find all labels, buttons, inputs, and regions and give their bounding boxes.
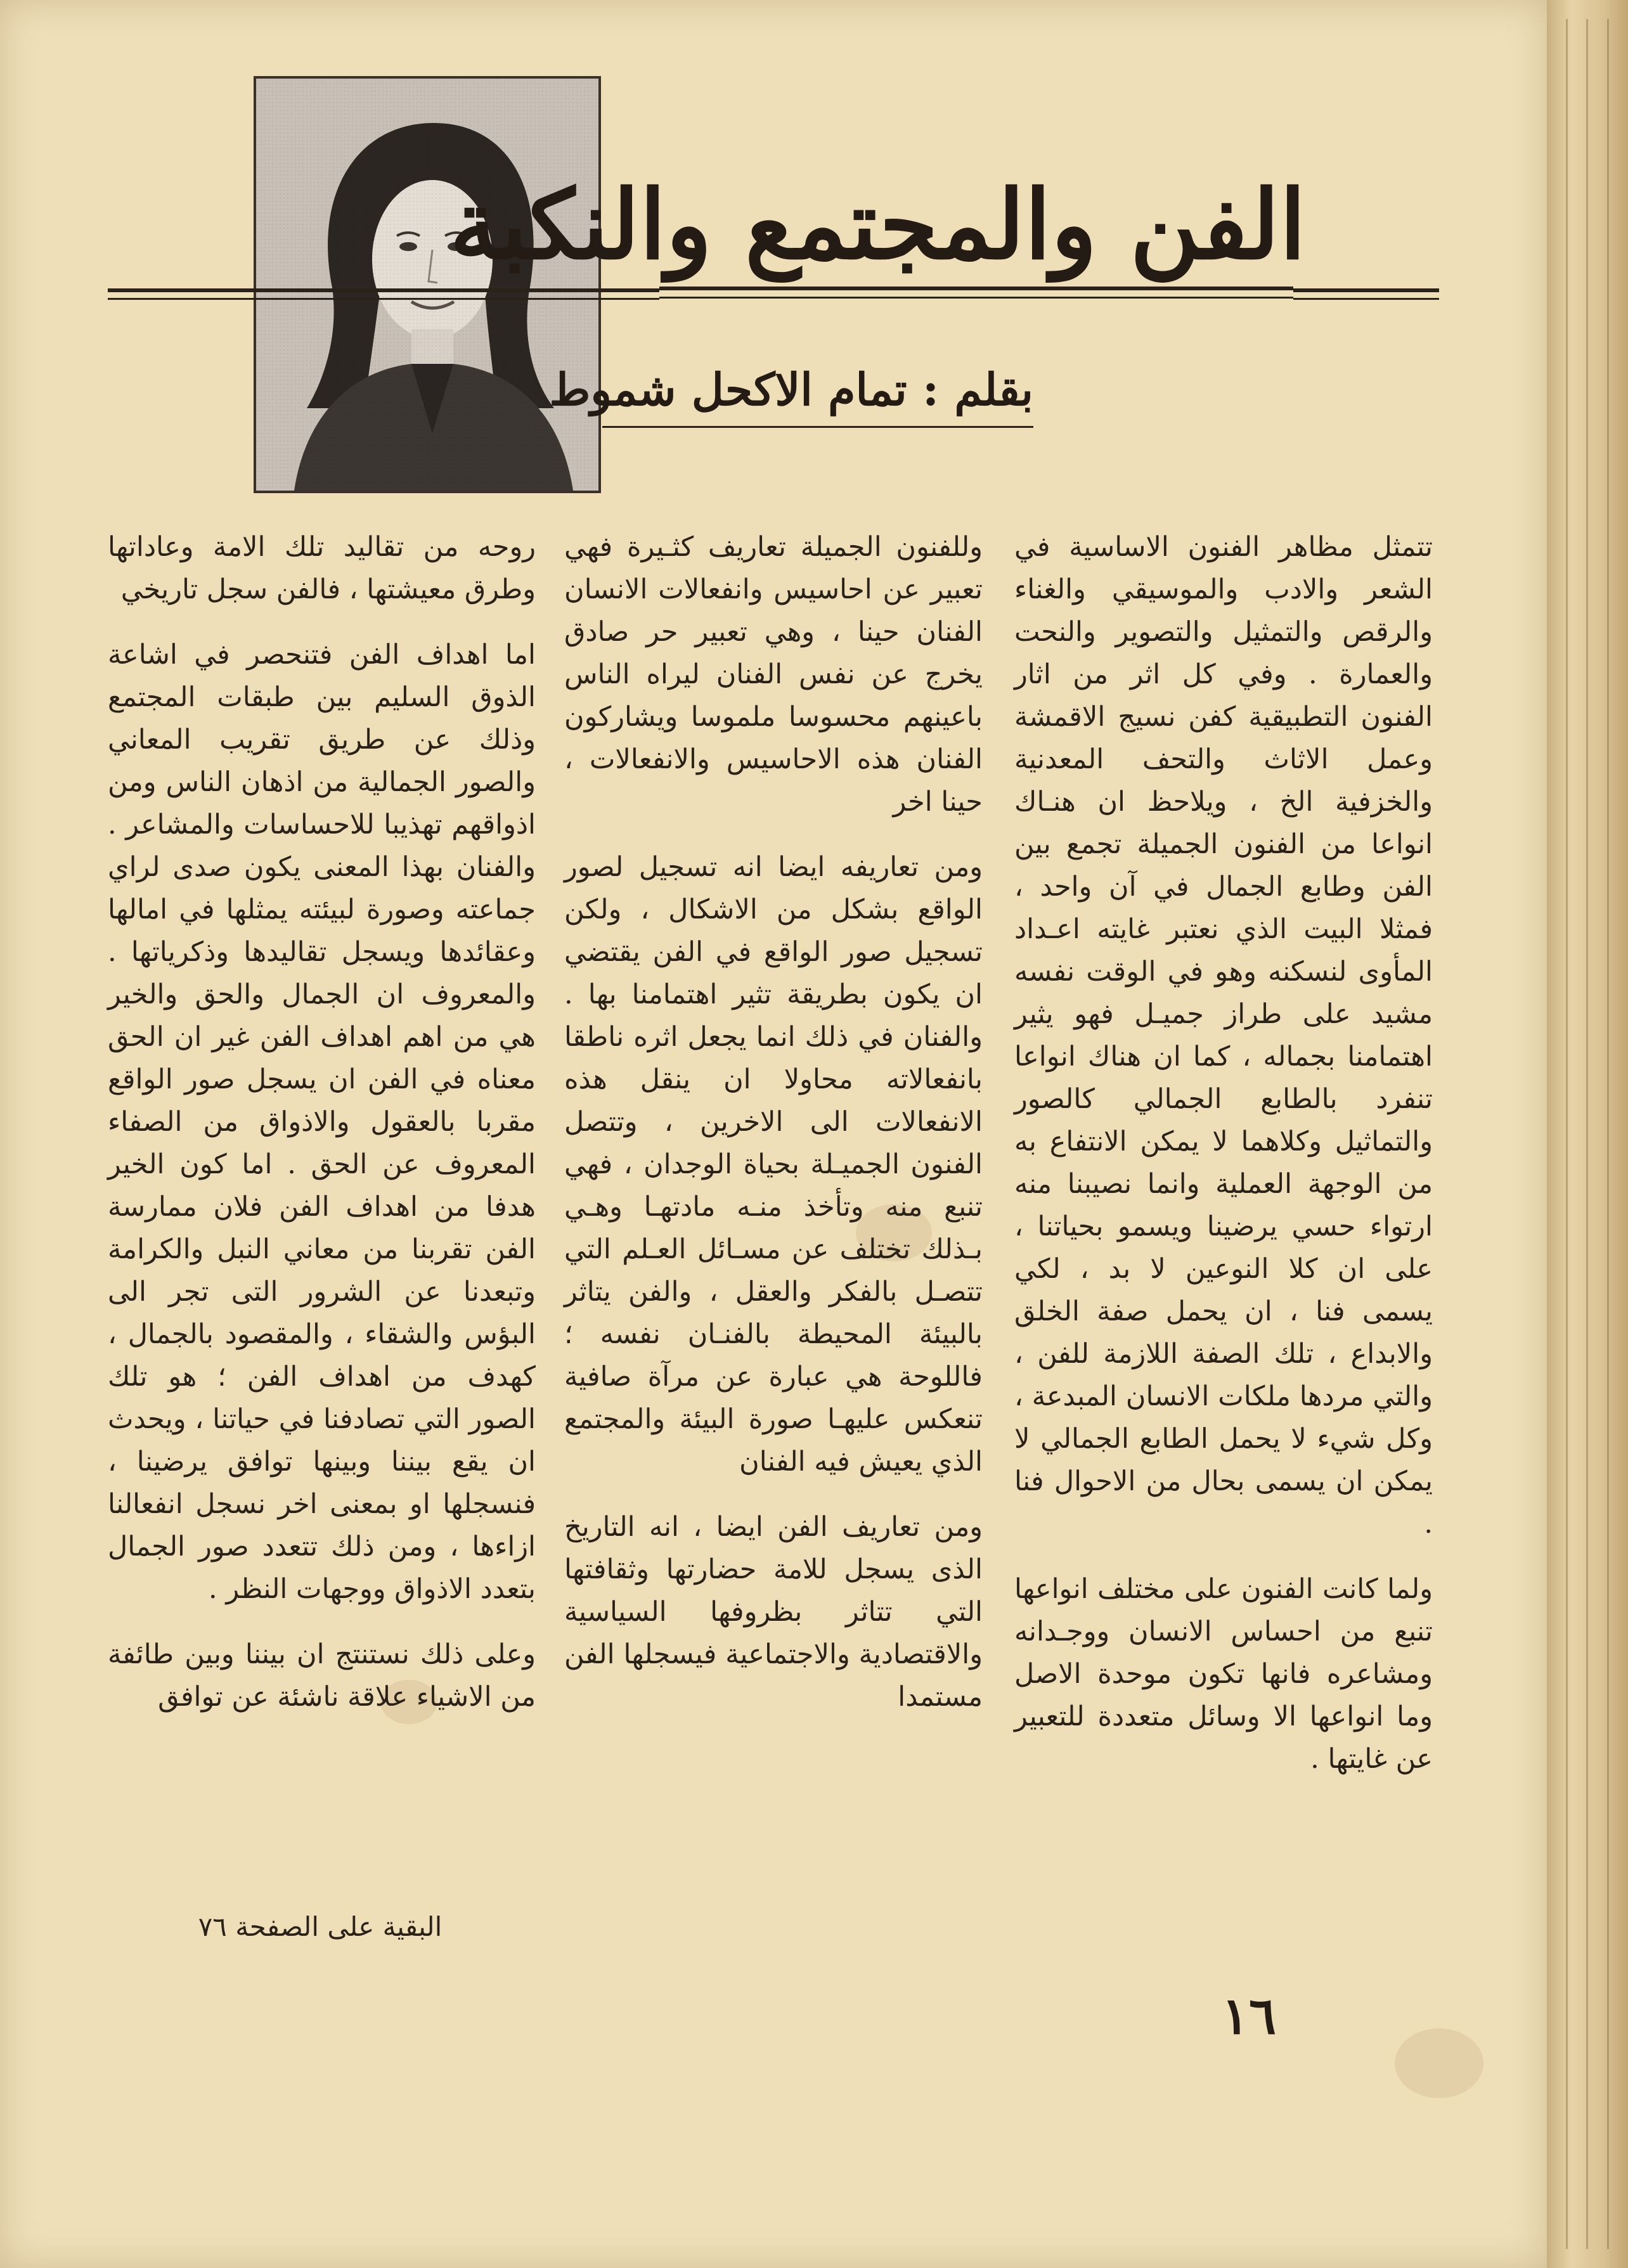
paper-stain	[1395, 2028, 1483, 2098]
title-underline-thin	[659, 297, 1293, 299]
title-underline	[659, 287, 1293, 290]
article-column-left	[108, 526, 536, 1908]
paragraph: تتمثل مظاهر الفنون الاساسية في الشعر والادب والموسيقي والغناء والرقص والتمثيل والتصوير والنحت والعمارة . وفي كل اثر من اثار الفنون التطبيقية كفن نسيج الاقمشة وعمل الاثاث والتحف المعدنية والخزفية الخ ، ويلاحظ ان هنـاك انواعا من الفنون الجميلة تجمع بين الفن وطابع الجمال في آن واحد ، فمثلا البيت الذي نعتبر غايته اعـداد المأوى لنسكنه وهو في الوقت نفسه مشيد على طراز جميـل فهو يثير اهتمامنا بجماله ، كما ان هناك انواعا تنفرد بالطابع الجمالي كالصور والتماثيل وكلاهما لا يمكن الانتفاع به من الوجهة العملية وانما نصيبنا منه ارتواء حسي يرضينا ويسمو بحياتنا ، على ان كلا النوعين لا بد ، لكي يسمى فنا ، ان يحمل صفة الخلق والابداع ، تلك الصفة اللازمة للفن ، والتي مردها ملكات الانسان المبدعة ، وكل شيء لا يحمل الطابع الجمالي لا يمكن ان يسمى بحال من الاحوال فنا .	[1014, 531, 1433, 1540]
paragraph: وعلى ذلك نستنتج ان بيننا وبين طائفة من الاشياء علاقة ناشئة عن توافق	[108, 1639, 536, 1713]
article-title: الفن والمجتمع والنكبة	[449, 169, 1306, 281]
paragraph: اما اهداف الفن فتنحصر في اشاعة الذوق السليم بين طبقات المجتمع وذلك عن طريق تقريب المعاني والصور الجمالية من اذهان الناس ومن اذواقهم تهذيبا للاحساسات والمشاعر . والفنان بهذا المعنى يكون صدى لراي جماعته وصورة لبيئته يمثلها في امالها وعقائدها ويسجل تقاليدها وذكرياتها . والمعروف ان الجمال والحق والخير هي من اهم اهداف الفن غير ان الحق معناه في الفن ان يسجل صور الواقع مقربا بالعقول والاذواق من الصفاء المعروف عن الحق . اما كون الخير هدفا من اهداف الفن فلان ممارسة الفن تقربنا من معاني النبل والكرامة وتبعدنا عن الشرور التى تجر الى البؤس والشقاء ، والمقصود بالجمال ، كهدف من اهداف الفن ؛ هو تلك الصور التي تصادفنا في حياتنا ، ويحدث ان يقع بيننا وبينها توافق يرضينا ، فنسجلها او بمعنى اخر نسجل انفعالنا ازاءها ، ومن ذلك تتعدد صور الجمال بتعدد الاذواق ووجهات النظر .	[108, 639, 536, 1605]
byline-underline	[602, 426, 1033, 428]
binding-edge	[1547, 0, 1628, 2268]
paragraph: ومن تعاريف الفن ايضا ، انه التاريخ الذى يسجل للامة حضارتها وثقافتها التي تتاثر بظروفها السياسية والاقتصادية والاجتماعية فيسجلها الفن مستمدا	[564, 1511, 983, 1713]
continued-note: البقية على الصفحة ٧٦	[198, 1911, 443, 1942]
paragraph: ولما كانت الفنون على مختلف انواعها تنبع من احساس الانسان ووجـدانه ومشاعره فانها تكون موحدة الاصل وما انواعها الا وسائل متعددة للتعبير عن غايتها .	[1014, 1573, 1433, 1775]
title-rule-left	[108, 288, 659, 292]
page-number: ١٦	[1222, 1986, 1276, 2046]
paragraph: وللفنون الجميلة تعاريف كثـيرة فهي تعبير عن احاسيس وانفعالات الانسان الفنان حينا ، وهي تعبير حر صادق يخرج عن نفس الفنان ليراه الناس باعينهم محسوسا ملموسا ويشاركون الفنان هذه الاحاسيس والانفعالات ، حينا اخر	[564, 531, 983, 818]
article-column-middle	[564, 526, 983, 1952]
article-column-right	[1014, 526, 1433, 1921]
title-rule-left-thin	[108, 298, 659, 300]
author-byline: بقلم : تمام الاكحل شموط	[549, 363, 1033, 416]
paragraph: ومن تعاريفه ايضا انه تسجيل لصور الواقع بشكل من الاشكال ، ولكن تسجيل صور الواقع في الفن يقتضي ان يكون بطريقة تثير اهتمامنا بها . والفنان في ذلك انما يجعل اثره ناطقا بانفعالاته محاولا ان ينقل هذه الانفعالات الى الاخرين ، وتتصل الفنون الجميـلة بحياة الوجدان ، فهي تنبع منه وتأخذ منـه مادتهـا وهـي بـذلك تختلف عن مسـائل العـلم التي تتصـل بالفكر والعقل ، والفن يتاثر بالبيئة المحيطة بالفنـان نفسه ؛ فاللوحة هي عبارة عن مرآة صافية تنعكس عليهـا صورة البيئة والمجتمع الذي يعيش فيه الفنان	[564, 851, 983, 1478]
paragraph: روحه من تقاليد تلك الامة وعاداتها وطرق معيشتها ، فالفن سجل تاريخي	[108, 531, 536, 605]
title-rule-right-thin	[1293, 298, 1439, 300]
title-rule-right	[1293, 288, 1439, 292]
